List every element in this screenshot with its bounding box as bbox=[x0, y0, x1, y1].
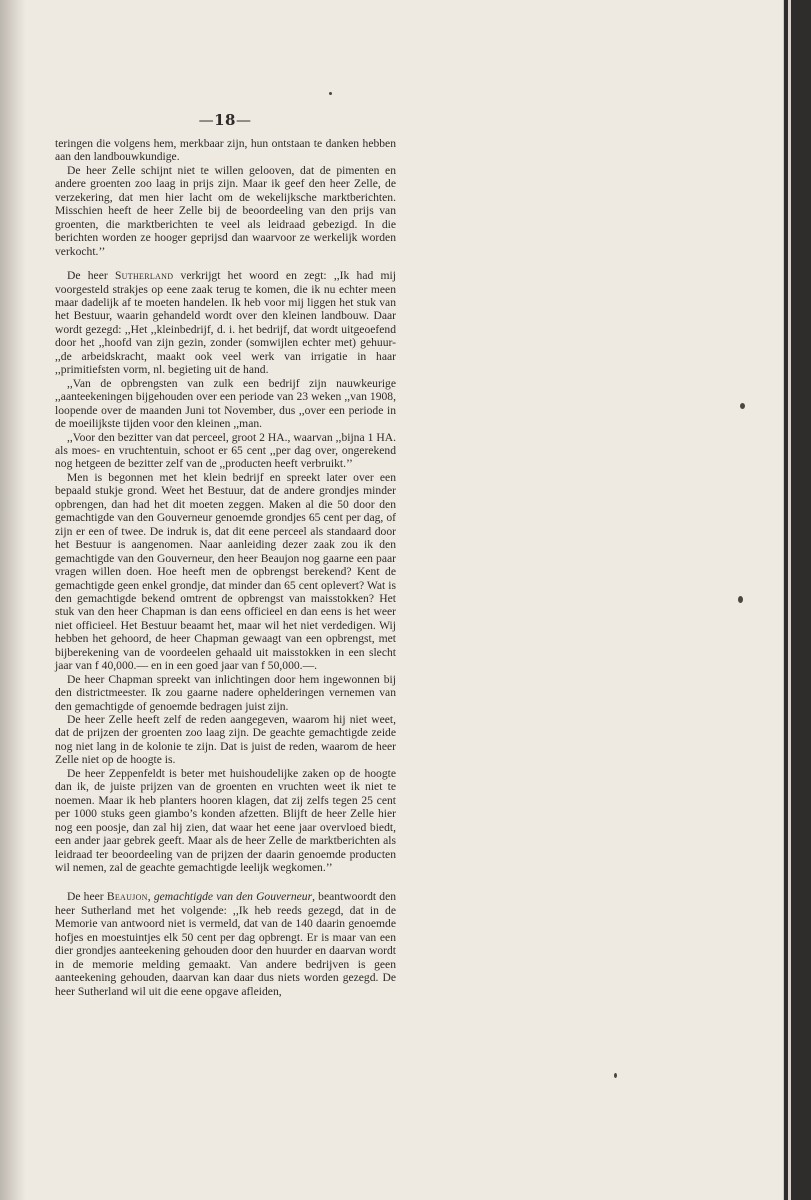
speaker-lead: De heer bbox=[67, 269, 115, 283]
scan-background-edge bbox=[783, 0, 811, 1200]
text-column bbox=[55, 137, 396, 998]
paragraph-beaujon: De heer Beaujon, gemachtigde van den Gouverneur, beantwoordt den heer Sutherland met het volgende: ,,Ik heb reeds gezegd, dat in de Memorie van antwoord niet is vermeld, dat van de 140 daarin genoemde hofjes en moestuintjes elk 50 cent per dag opbrengt. Er is maar van een dier grondjes aanteekening gehouden door den huurder en daarvan wordt in de memorie melding gemaakt. Van andere bedrijven is geen aanteekening gehouden, daarvan kan daar dus niets worden gezegd. De heer Sutherland wil uit die eene opgave afleiden, bbox=[55, 890, 397, 998]
speaker-lead: De heer bbox=[67, 890, 107, 904]
paragraph-sutherland bbox=[55, 269, 396, 377]
speaker-name: Beaujon bbox=[106, 890, 148, 904]
ink-speck bbox=[740, 403, 745, 409]
paragraph: De heer Zelle heeft zelf de reden aangegeven, waarom hij niet weet, dat de prijzen der groenten zoo laag zijn. De geachte gemachtigde zeide nog niet lang in de kolonie te zijn. Dat is juist de reden, waarom de heer Zelle niet op de hoogte is. bbox=[55, 713, 396, 767]
ink-speck bbox=[738, 596, 743, 603]
paragraph: De heer Zelle schijnt niet te willen gelooven, dat de pimenten en andere groenten zoo laag in prijs zijn. Maar ik geef den heer Zelle, de verzekering, dat men hier lacht om de wekelijksche marktberichten. Misschien heeft de heer Zelle bij de beoordeeling van den prijs van groenten, die marktberichten te veel als leidraad gebezigd. In die berichten worden ze hooger geprijsd dan waarvoor ze werkelijk worden verkocht.’’ bbox=[55, 163, 396, 258]
page-left-shadow bbox=[0, 0, 26, 1200]
paragraph-body: verkrijgt het woord en zegt: ,,Ik had mij voorgesteld strakjes op eene zaak terug te komen, die ik nu echter meen maar dadelijk af te moeten handelen. Ik heb voor mij liggen het stuk van het Bestuur, waarin gehandeld wordt over den kleinen landbouw. Daar wordt gezegd: ,,Het ,,kleinbedrijf, d. i. het bedrijf, dat wordt uitgeoefend door het ,,hoofd van zijn gezin, zonder (somwijlen echter met) gehuur- ,,de arbeidskracht, maakt ook veel werk van irrigatie in haar ,,primitiefsten vorm, nl. begieting uit de hand. bbox=[55, 269, 396, 377]
paragraph-continuation: teringen die volgens hem, merkbaar zijn, hun ontstaan te danken hebben aan den landbouwkundige. bbox=[55, 137, 396, 164]
paragraph-body: beantwoordt den heer Sutherland met het volgende: ,,Ik heb reeds gezegd, dat in de Memorie van antwoord niet is vermeld, dat van de 140 daarin genoemde hofjes en moestuintjes elk 50 cent per dag opbrengt. Er is maar van een dier grondjes aanteekening gehouden door den huurder en daarvan wordt in de memorie melding gemaakt. Van andere bedrijven is geen aanteekening gehouden, daarvan kan daar dus niets worden gezegd. De heer Sutherland wil uit die eene opgave afleiden, bbox=[55, 890, 397, 998]
page-number: —18— bbox=[198, 111, 252, 129]
paragraph-quote: ,,Van de opbrengsten van zulk een bedrijf zijn nauwkeurige ,,aanteekeningen bijgehouden over een periode van 23 weken ,,van 1908, loopende over de maanden Juni tot November, dus ,,over een periode in de moeilijkste tijden voor den kleinen ,,man. bbox=[55, 376, 396, 431]
paragraph-quote: ,,Voor den bezitter van dat perceel, groot 2 HA., waarvan ,,bijna 1 HA. als moes- en vruchtentuin, schoot er 65 cent ,,per dag over, ongerekend nog hetgeen de bezitter zelf van de ,,producten heeft verbruikt.’’ bbox=[55, 430, 396, 471]
paragraph: De heer Zeppenfeldt is beter met huishoudelijke zaken op de hoogte dan ik, de juiste prijzen van de groenten en vruchten weet ik niet te noemen. Maar ik heb planters hooren klagen, dat zij zelfs tegen 25 cent per 1000 stuks geen giambo’s konden afzetten. Blijft de heer Zelle hier nog een poosje, dan zal hij zien, dat waar het eene jaar overvloed biedt, een ander jaar gebrek geeft. Maar als de heer Zelle de marktberichten als leidraad ter beoordeeling van de prijzen der daarin genoemde producten wil nemen, zal de geachte gemachtigde leelijk wegkomen.’’ bbox=[55, 766, 396, 875]
speaker-role: gemachtigde van den Gouverneur bbox=[153, 890, 313, 904]
paragraph: De heer Chapman spreekt van inlichtingen door hem ingewonnen bij den districtmeester. Ik zou gaarne nadere ophelderingen vernemen van den gemachtigde of genoemde bedragen juist zijn. bbox=[55, 672, 396, 713]
paragraph: Men is begonnen met het klein bedrijf en spreekt later over een bepaald stukje grond. Weet het Bestuur, dat de andere grondjes minder opbrengen, dan had het dit moeten zeggen. Maken al die 50 door den gemachtigde van den Gouverneur genoemde grondjes 65 cent per dag, of zijn er een of twee. De indruk is, dat dit eene perceel als standaard door het Bestuur is aangenomen. Naar aanleiding dezer zaak zou ik den gemachtigde van den Gouverneur, den heer Beaujon nog gaarne een paar vragen willen doen. Hoe heeft men de opbrengst berekend? Kent de gemachtigde geen enkel grondje, dat minder dan 65 cent oplevert? Wat is den gemachtigde bekend omtrent de opbrengst van maisstokken? Het stuk van den heer Chapman is dan eens officieel en dan eens is het weer niet officieel. Het Bestuur beaamt het, maar wil het niet verdedigen. Wij hebben het gehoord, de heer Chapman gewaagt van een opbrengst, met bijberekening van de voordeelen gehaald uit maisstokken in een slecht jaar van f 40,000.— en in een goed jaar van f 50,000.—. bbox=[55, 470, 396, 673]
ink-speck bbox=[614, 1073, 617, 1078]
ink-speck bbox=[329, 92, 332, 95]
speaker-name: Sutherland bbox=[114, 269, 174, 283]
